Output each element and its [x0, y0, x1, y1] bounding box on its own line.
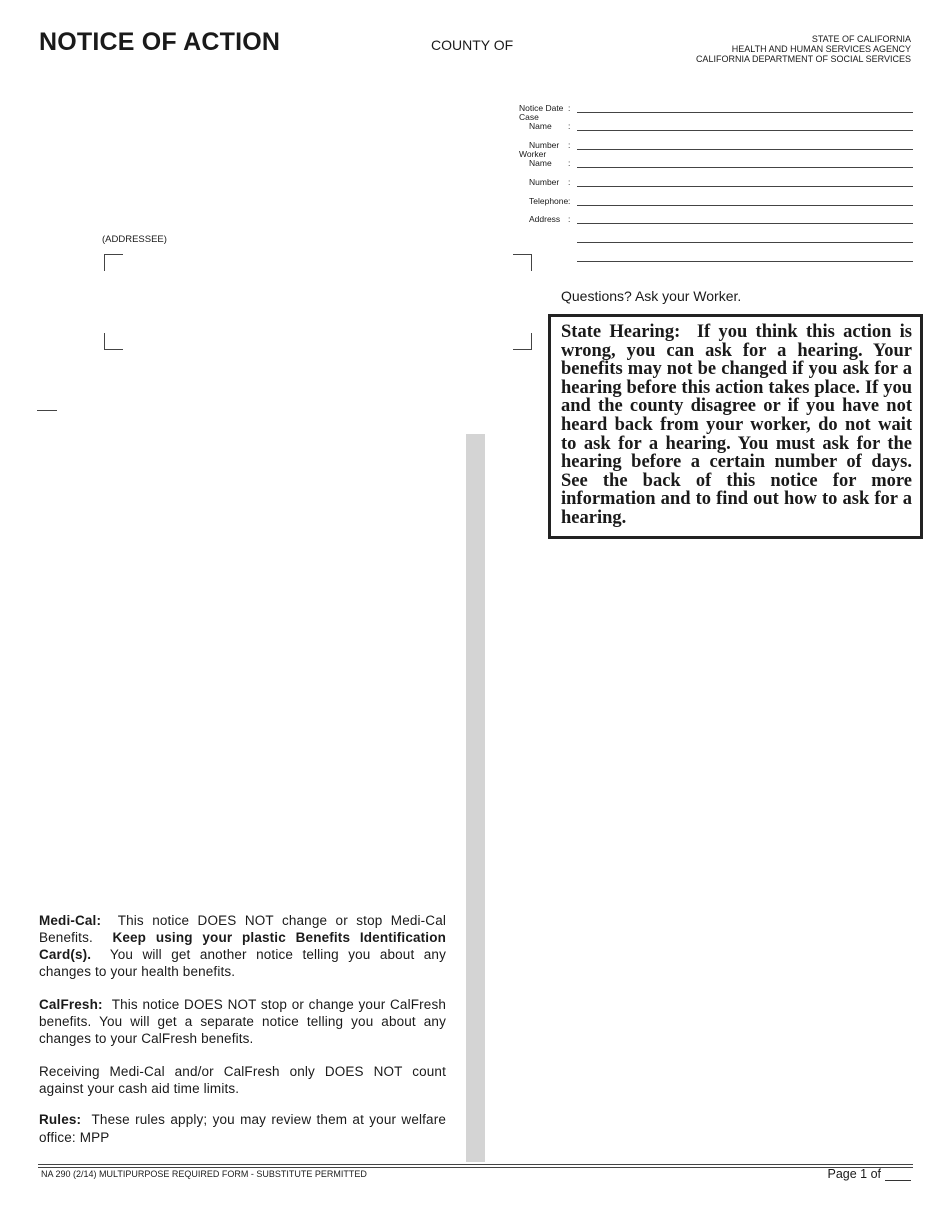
address-window-corner-tl — [104, 254, 123, 271]
page-total-blank[interactable] — [885, 1169, 911, 1181]
medi-cal-heading: Medi-Cal: — [39, 913, 102, 928]
case-fields — [519, 103, 913, 273]
form-number: NA 290 (2/14) MULTIPURPOSE REQUIRED FORM - SUBSTITUTE PERMITTED — [41, 1169, 367, 1179]
footer-rule-bottom — [38, 1167, 913, 1168]
agency-line-cdss: CALIFORNIA DEPARTMENT OF SOCIAL SERVICES — [695, 54, 911, 64]
page-label: Page 1 of — [827, 1167, 881, 1181]
worker-number-field[interactable]: Number : — [519, 177, 913, 191]
agency-block — [696, 34, 911, 64]
state-hearing-text: If you think this action is wrong, you can ask for a hearing. Your benefits may not be changed if you ask for a hearing before this action takes place. If you and the county disagree or if you have not heard back from your worker, do not wait to ask for a hearing. You must ask for the hearing before a certain number of days. See the back of this notice for more information and to find out how to ask for a hearing. — [561, 322, 913, 528]
address-window-corner-tr — [513, 254, 532, 271]
agency-line-state: STATE OF CALIFORNIA — [811, 34, 911, 44]
case-number-line[interactable] — [577, 149, 913, 150]
address-window-corner-bl — [104, 333, 123, 350]
address-window-corner-br — [513, 333, 532, 350]
address-label: Address — [529, 214, 561, 224]
gray-divider-bar — [466, 434, 485, 1162]
case-name-line[interactable] — [577, 130, 913, 131]
questions-text: Questions? Ask your Worker. — [561, 288, 742, 304]
address-line-2[interactable] — [577, 242, 913, 243]
worker-number-line[interactable] — [577, 186, 913, 187]
case-number-label: Number — [529, 140, 560, 150]
notice-date-field[interactable]: Notice Date : — [519, 103, 913, 117]
state-hearing-heading: State Hearing: — [561, 322, 681, 342]
calfresh-paragraph: CalFresh: This notice DOES NOT stop or change your CalFresh benefits. You will get a separate notice telling you about any changes to your CalFresh benefits. — [39, 997, 446, 1046]
time-limits-paragraph: Receiving Medi-Cal and/or CalFresh only DOES NOT count against your cash aid time limits. — [39, 1064, 446, 1096]
address-line-1[interactable] — [577, 223, 913, 224]
telephone-field[interactable]: Telephone : — [519, 196, 913, 210]
rules-paragraph: Rules: These rules apply; you may review them at your welfare office: MPP — [39, 1112, 446, 1145]
case-name-field[interactable]: Name : — [519, 121, 913, 135]
case-name-label: Name — [529, 121, 552, 131]
form-title: NOTICE OF ACTION — [39, 28, 281, 56]
address-field[interactable]: Address : — [519, 214, 913, 228]
address-field-line-3[interactable] — [519, 252, 913, 266]
case-group-label: Case — [519, 112, 539, 122]
medi-cal-bold-text: Keep using your plastic Benefits Identification Card(s). — [39, 930, 446, 962]
state-hearing-box — [548, 314, 923, 539]
calfresh-heading: CalFresh: — [39, 997, 103, 1012]
addressee-label: (ADDRESSEE) — [102, 234, 167, 245]
telephone-label: Telephone — [529, 196, 569, 206]
notice-date-label: Notice Date — [519, 103, 564, 113]
case-number-field[interactable]: Number : — [519, 140, 913, 154]
worker-name-line[interactable] — [577, 167, 913, 168]
telephone-line[interactable] — [577, 205, 913, 206]
worker-name-label: Name — [529, 158, 552, 168]
rules-heading: Rules: — [39, 1112, 82, 1127]
address-line-3[interactable] — [577, 261, 913, 262]
worker-number-label: Number — [529, 177, 560, 187]
address-field-line-2[interactable] — [519, 233, 913, 247]
agency-line-hhs: HEALTH AND HUMAN SERVICES AGENCY — [731, 44, 911, 54]
worker-group-label: Worker — [519, 149, 547, 159]
medi-cal-paragraph: Medi-Cal: This notice DOES NOT change or stop Medi-Cal Benefits. Keep using your plastic Benefits Identification Card(s). You will get another notice telling you about any changes to your health benefits. — [39, 913, 447, 979]
county-label: COUNTY OF — [431, 37, 514, 53]
footer-rule-top — [38, 1164, 913, 1165]
fold-mark — [37, 410, 57, 411]
worker-name-field[interactable]: Name : — [519, 158, 913, 172]
page-indicator — [827, 1167, 911, 1181]
notice-date-line[interactable] — [577, 112, 913, 113]
